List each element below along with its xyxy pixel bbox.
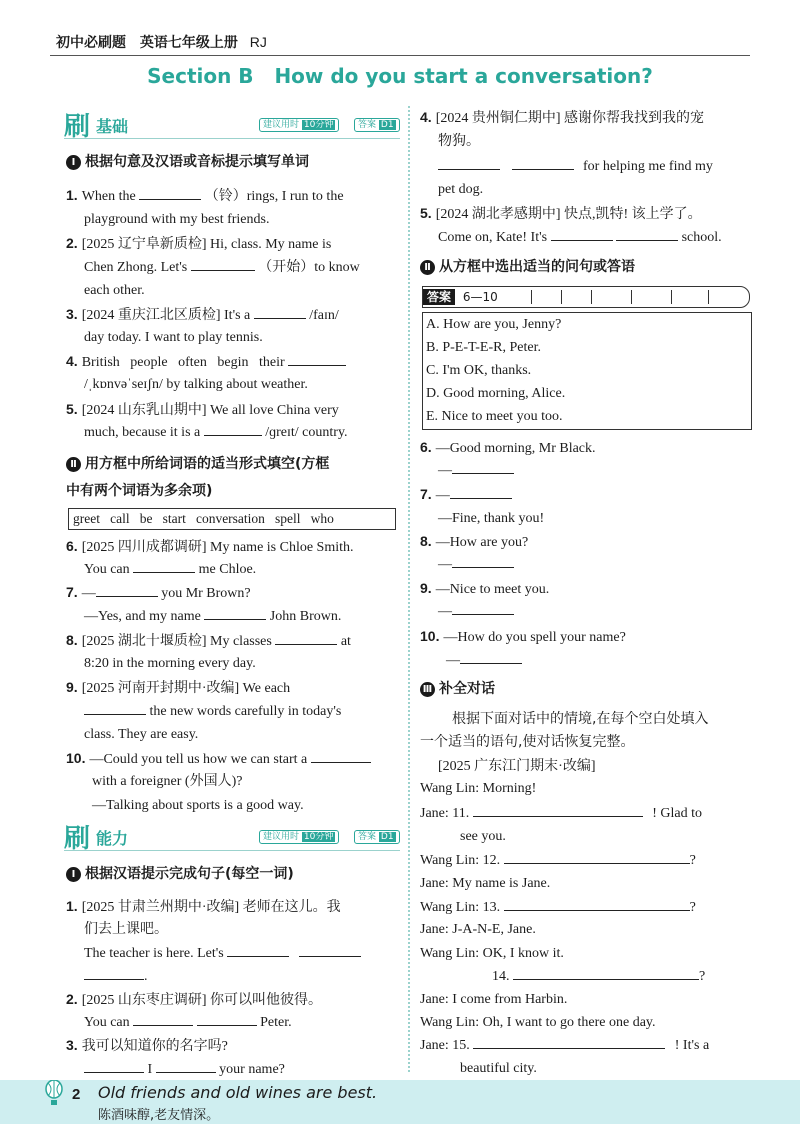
part-number-icon: Ⅰ bbox=[66, 155, 81, 170]
running-header bbox=[56, 32, 267, 52]
question-6-cont: You can me Chloe. bbox=[84, 558, 256, 582]
part-title: 从方框中选出适当的问句或答语 bbox=[439, 259, 635, 275]
dialog-source: [2025 广东江门期末·改编] bbox=[438, 759, 596, 774]
answer-blank[interactable] bbox=[133, 1011, 193, 1026]
answer-blank[interactable] bbox=[551, 226, 613, 241]
dialog-line-3: Wang Lin: 12. ? bbox=[420, 849, 696, 873]
basic-part1-title bbox=[66, 150, 309, 174]
answer-blank[interactable] bbox=[616, 226, 678, 241]
ability-question-9: 9. —Nice to meet you. bbox=[420, 580, 550, 597]
answer-blank[interactable] bbox=[204, 421, 262, 436]
header-rule bbox=[50, 55, 750, 56]
question-9-cont2: class. They are easy. bbox=[84, 727, 199, 742]
basic-part2-title bbox=[66, 452, 329, 476]
question-2: 2. [2025 辽宁阜新质检] Hi, class. My name is bbox=[66, 235, 332, 252]
answer-label: 答案 bbox=[358, 120, 377, 130]
answer-slot[interactable] bbox=[591, 290, 592, 304]
ability-question-8-answer: — bbox=[438, 553, 514, 577]
ability-question-2: 2. [2025 山东枣庄调研] 你可以叫他彼得。 bbox=[66, 991, 323, 1008]
page-number: 2 bbox=[72, 1086, 81, 1103]
answer-blank[interactable] bbox=[452, 553, 514, 568]
part-number-icon: Ⅱ bbox=[420, 260, 435, 275]
answer-blank[interactable] bbox=[254, 304, 306, 319]
basic-part2-title-cont: 中有两个词语为多余项) bbox=[66, 483, 213, 499]
answer-blank[interactable] bbox=[84, 965, 144, 980]
ability-question-7-cont: —Fine, thank you! bbox=[438, 511, 545, 526]
ability-question-4: 4. [2024 贵州铜仁期中] 感谢你帮我找到我的宠 bbox=[420, 109, 705, 126]
ability-question-4-cont3: pet dog. bbox=[438, 182, 484, 197]
ability-part2-title bbox=[420, 255, 635, 279]
time-tag bbox=[259, 118, 339, 132]
ability-question-10: 10. —How do you spell your name? bbox=[420, 628, 626, 645]
time-label: 建议用时 bbox=[263, 120, 300, 130]
dialog-line-2: Jane: 11. ! Glad to bbox=[420, 802, 702, 826]
answer-tag bbox=[354, 118, 400, 132]
answer-slot[interactable] bbox=[708, 290, 709, 304]
ability-question-10-answer: — bbox=[446, 649, 522, 673]
answer-slot[interactable] bbox=[671, 290, 672, 304]
answer-blank[interactable] bbox=[504, 849, 690, 864]
time-value: 10分钟 bbox=[303, 120, 334, 130]
answer-blank[interactable] bbox=[299, 942, 361, 957]
part-title: 用方框中所给词语的适当形式填空(方框 bbox=[85, 456, 330, 472]
answer-blank[interactable] bbox=[504, 896, 690, 911]
part-number-icon: Ⅲ bbox=[420, 682, 435, 697]
question-2-cont2: each other. bbox=[84, 283, 145, 298]
dialog-line-1: Wang Lin: Morning! bbox=[420, 781, 537, 796]
time-value: 10分钟 bbox=[303, 832, 334, 842]
question-7-cont: —Yes, and my name John Brown. bbox=[84, 605, 341, 629]
answer-blank[interactable] bbox=[452, 459, 514, 474]
time-label: 建议用时 bbox=[263, 832, 300, 842]
dialog-line-9: Jane: I come from Harbin. bbox=[420, 992, 568, 1007]
answer-blank[interactable] bbox=[438, 155, 500, 170]
time-tag bbox=[259, 830, 339, 844]
dialog-line-8: 14. ? bbox=[492, 965, 705, 989]
dialog-intro-1: 根据下面对话中的情境,在每个空白处填入 bbox=[452, 711, 709, 727]
dialog-line-5: Wang Lin: 13. ? bbox=[420, 896, 696, 920]
ability-banner bbox=[64, 818, 400, 854]
ability-question-2-cont: You can Peter. bbox=[84, 1011, 292, 1035]
answer-slot[interactable] bbox=[531, 290, 532, 304]
answer-blank[interactable] bbox=[227, 942, 289, 957]
question-5: 5. [2024 山东乳山期中] We all love China very bbox=[66, 401, 339, 418]
answer-blank[interactable] bbox=[133, 558, 195, 573]
ability-question-6: 6. —Good morning, Mr Black. bbox=[420, 439, 596, 456]
question-10-cont: with a foreigner (外国人)? bbox=[92, 774, 243, 789]
question-6: 6. [2025 四川成都调研] My name is Chloe Smith. bbox=[66, 538, 354, 555]
answer-blank[interactable] bbox=[452, 600, 514, 615]
dialog-line-4: Jane: My name is Jane. bbox=[420, 876, 551, 891]
banner-label: 能力 bbox=[96, 829, 129, 848]
dialog-line-2-cont: see you. bbox=[460, 829, 506, 844]
dialog-line-10: Wang Lin: Oh, I want to go there one day. bbox=[420, 1015, 656, 1030]
answer-blank[interactable] bbox=[84, 700, 146, 715]
ability-question-1-cont: 们去上课吧。 bbox=[84, 922, 168, 937]
option-d: D. Good morning, Alice. bbox=[426, 386, 566, 401]
ability-question-1-cont3: . bbox=[84, 965, 148, 989]
dialog-line-11-cont: beautiful city. bbox=[460, 1061, 537, 1076]
question-3: 3. [2024 重庆江北区质检] It's a /faɪn/ bbox=[66, 306, 339, 323]
brand-shua: 刷 bbox=[64, 112, 91, 142]
answer-blank[interactable] bbox=[513, 965, 699, 980]
question-10-cont2: —Talking about sports is a good way. bbox=[92, 798, 304, 813]
answer-blank[interactable] bbox=[96, 582, 158, 597]
question-4: 4. British people often begin their bbox=[66, 350, 346, 375]
question-10: 10. —Could you tell us how we can start a bbox=[66, 747, 371, 772]
answer-strip bbox=[422, 286, 750, 308]
answer-blank[interactable] bbox=[197, 1011, 257, 1026]
ability-question-3-cont: I your name? bbox=[84, 1058, 285, 1082]
page-title: Section B How do you start a conversation? bbox=[147, 64, 653, 88]
ability-question-1-cont2: The teacher is here. Let's bbox=[84, 942, 361, 966]
ability-part3-title bbox=[420, 677, 495, 701]
ability-question-5-cont: Come on, Kate! It's school. bbox=[438, 226, 722, 250]
question-2-cont: Chen Zhong. Let's （开始）to know bbox=[84, 256, 360, 280]
column-divider bbox=[408, 106, 410, 1072]
word-box bbox=[68, 508, 396, 530]
ability-question-4-cont2: for helping me find my bbox=[438, 155, 713, 179]
answer-blank[interactable] bbox=[450, 484, 512, 499]
edition: RJ bbox=[249, 34, 267, 50]
balloon-icon bbox=[44, 1080, 64, 1106]
word-box-words: greet call be start conversation spell who bbox=[73, 511, 334, 526]
option-c: C. I'm OK, thanks. bbox=[426, 363, 532, 378]
answer-slot[interactable] bbox=[631, 290, 632, 304]
dialog-line-7: Wang Lin: OK, I know it. bbox=[420, 946, 564, 961]
question-7: 7. — you Mr Brown? bbox=[66, 584, 251, 601]
question-1-cont: playground with my best friends. bbox=[84, 212, 270, 227]
answer-blank[interactable] bbox=[139, 185, 201, 200]
book-name: 英语七年级上册 bbox=[139, 34, 238, 50]
part-number-icon: Ⅱ bbox=[66, 457, 81, 472]
series-name: 初中必刷题 bbox=[56, 34, 126, 50]
answer-page: D1 bbox=[380, 120, 394, 130]
ability-question-9-answer: — bbox=[438, 600, 514, 624]
part-number-icon: Ⅰ bbox=[66, 867, 81, 882]
part-title: 根据句意及汉语或音标提示填写单词 bbox=[85, 154, 309, 170]
brand-shua: 刷 bbox=[64, 824, 91, 854]
answer-strip-range: 6—10 bbox=[462, 290, 498, 304]
dialog-intro-2: 一个适当的语句,使对话恢复完整。 bbox=[420, 734, 635, 750]
option-b: B. P-E-T-E-R, Peter. bbox=[426, 340, 541, 355]
ability-question-4-cont: 物狗。 bbox=[438, 134, 480, 149]
part-title: 根据汉语提示完成句子(每空一词) bbox=[85, 866, 294, 882]
question-4-cont: /ˌkɒnvəˈseɪʃn/ by talking about weather. bbox=[84, 377, 308, 392]
answer-strip-label: 答案 bbox=[423, 289, 455, 305]
answer-blank[interactable] bbox=[204, 605, 266, 620]
proverb-english: Old friends and old wines are best. bbox=[98, 1083, 378, 1102]
question-5-cont: much, because it is a /ɡreɪt/ country. bbox=[84, 421, 348, 445]
question-9: 9. [2025 河南开封期中·改编] We each bbox=[66, 679, 291, 696]
banner-label: 基础 bbox=[96, 117, 129, 136]
answer-blank[interactable] bbox=[473, 802, 643, 817]
question-9-cont: the new words carefully in today's bbox=[84, 700, 341, 724]
answer-slot[interactable] bbox=[561, 290, 562, 304]
proverb-chinese: 陈酒味醇,老友情深。 bbox=[98, 1108, 220, 1123]
answer-blank[interactable] bbox=[460, 649, 522, 664]
question-3-cont: day today. I want to play tennis. bbox=[84, 330, 263, 345]
basic-banner bbox=[64, 106, 400, 142]
dialog-line-6: Jane: J-A-N-E, Jane. bbox=[420, 922, 536, 937]
answer-blank[interactable] bbox=[512, 155, 574, 170]
answer-label: 答案 bbox=[358, 832, 377, 842]
ability-question-5: 5. [2024 湖北孝感期中] 快点,凯特! 该上学了。 bbox=[420, 205, 702, 222]
part-title: 补全对话 bbox=[439, 681, 495, 697]
question-8-cont: 8:20 in the morning every day. bbox=[84, 656, 256, 671]
question-8: 8. [2025 湖北十堰质检] My classes at bbox=[66, 632, 351, 649]
ability-question-3: 3. 我可以知道你的名字吗? bbox=[66, 1037, 228, 1054]
answer-page: D1 bbox=[380, 832, 394, 842]
options-box bbox=[422, 312, 752, 430]
ability-question-6-answer: — bbox=[438, 459, 514, 483]
dialog-line-11: Jane: 15. ! It's a bbox=[420, 1034, 709, 1058]
answer-blank[interactable] bbox=[275, 630, 337, 645]
ability-question-8: 8. —How are you? bbox=[420, 533, 529, 550]
answer-blank[interactable] bbox=[473, 1034, 665, 1049]
question-1: 1. When the （铃）rings, I run to the bbox=[66, 187, 344, 204]
ability-question-7: 7. — bbox=[420, 483, 512, 508]
option-a: A. How are you, Jenny? bbox=[426, 317, 562, 332]
ability-part1-title bbox=[66, 862, 294, 886]
answer-blank[interactable] bbox=[311, 748, 371, 763]
answer-blank[interactable] bbox=[288, 351, 346, 366]
answer-blank[interactable] bbox=[84, 1058, 144, 1073]
answer-blank[interactable] bbox=[191, 256, 255, 271]
option-e: E. Nice to meet you too. bbox=[426, 409, 563, 424]
answer-blank[interactable] bbox=[156, 1058, 216, 1073]
answer-tag bbox=[354, 830, 400, 844]
ability-question-1: 1. [2025 甘肃兰州期中·改编] 老师在这儿。我 bbox=[66, 898, 341, 915]
